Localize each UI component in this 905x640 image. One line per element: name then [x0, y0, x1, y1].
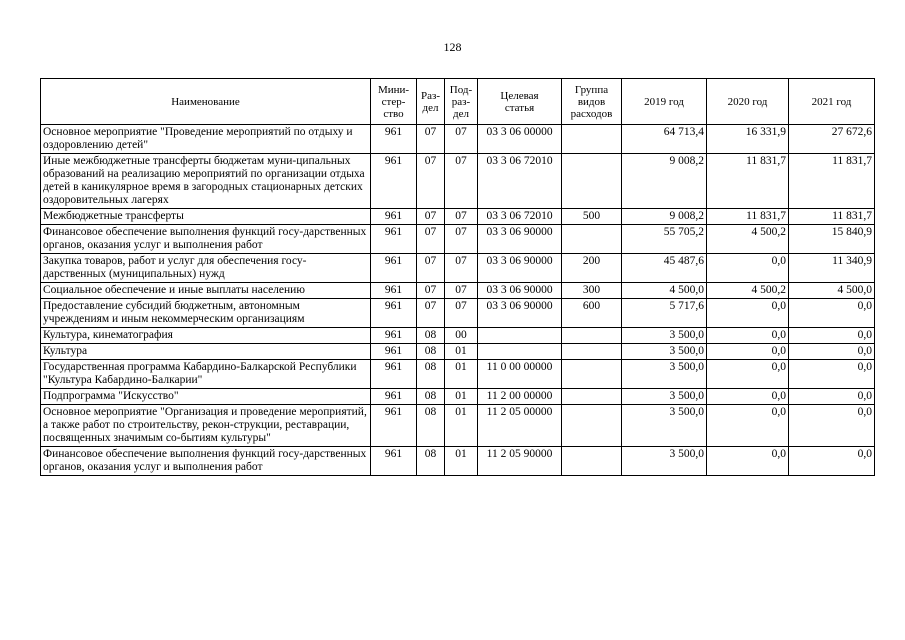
cell-2019: 45 487,6 [622, 254, 707, 283]
table-row [41, 209, 875, 225]
header-subsection: Под- раз- дел [445, 79, 478, 125]
cell-2021: 0,0 [789, 389, 875, 405]
cell-subsection: 07 [445, 299, 478, 328]
cell-target-article: 03 3 06 90000 [478, 299, 562, 328]
cell-expense-group [562, 405, 622, 447]
cell-2019: 9 008,2 [622, 154, 707, 209]
cell-2021: 27 672,6 [789, 125, 875, 154]
cell-2020: 4 500,2 [707, 283, 789, 299]
cell-target-article [478, 344, 562, 360]
cell-expense-group [562, 389, 622, 405]
cell-ministry: 961 [371, 154, 417, 209]
cell-expense-group [562, 344, 622, 360]
table-row [41, 154, 875, 209]
cell-expense-group: 500 [562, 209, 622, 225]
cell-expense-group [562, 360, 622, 389]
cell-name: Иные межбюджетные трансферты бюджетам муни-ципальных образований на реализацию мероприятий по организации отдыха детей в каникулярное время в загородных стационарных детских оздоровительных лагерях [41, 154, 371, 209]
cell-section: 07 [417, 254, 445, 283]
cell-expense-group [562, 328, 622, 344]
cell-ministry: 961 [371, 283, 417, 299]
cell-expense-group: 600 [562, 299, 622, 328]
cell-subsection: 01 [445, 447, 478, 476]
budget-table [40, 78, 875, 476]
cell-2019: 3 500,0 [622, 389, 707, 405]
cell-section: 07 [417, 225, 445, 254]
cell-subsection: 01 [445, 405, 478, 447]
cell-section: 08 [417, 447, 445, 476]
cell-expense-group [562, 125, 622, 154]
cell-2021: 0,0 [789, 328, 875, 344]
cell-target-article: 11 2 00 00000 [478, 389, 562, 405]
cell-target-article: 11 0 00 00000 [478, 360, 562, 389]
table-row [41, 283, 875, 299]
table-row [41, 299, 875, 328]
cell-name: Основное мероприятие "Организация и проведение мероприятий, а также работ по строительству, рекон-струкции, реставрации, посвященных значимым со-бытиям культуры" [41, 405, 371, 447]
cell-name: Финансовое обеспечение выполнения функций госу-дарственных органов, оказания услуг и выполнения работ [41, 447, 371, 476]
cell-target-article: 11 2 05 90000 [478, 447, 562, 476]
cell-name: Культура [41, 344, 371, 360]
cell-2020: 0,0 [707, 344, 789, 360]
cell-target-article: 03 3 06 72010 [478, 209, 562, 225]
cell-target-article: 11 2 05 00000 [478, 405, 562, 447]
header-expense-group: Группа видов расходов [562, 79, 622, 125]
cell-subsection: 07 [445, 225, 478, 254]
table-row [41, 254, 875, 283]
cell-section: 08 [417, 360, 445, 389]
cell-2021: 0,0 [789, 299, 875, 328]
cell-2020: 0,0 [707, 389, 789, 405]
cell-subsection: 07 [445, 154, 478, 209]
cell-name: Культура, кинематография [41, 328, 371, 344]
header-2021: 2021 год [789, 79, 875, 125]
cell-section: 08 [417, 405, 445, 447]
cell-expense-group [562, 154, 622, 209]
cell-2020: 0,0 [707, 447, 789, 476]
cell-target-article: 03 3 06 90000 [478, 254, 562, 283]
cell-ministry: 961 [371, 299, 417, 328]
cell-2019: 55 705,2 [622, 225, 707, 254]
cell-ministry: 961 [371, 405, 417, 447]
cell-2019: 64 713,4 [622, 125, 707, 154]
cell-2021: 4 500,0 [789, 283, 875, 299]
cell-2021: 11 340,9 [789, 254, 875, 283]
cell-target-article [478, 328, 562, 344]
cell-target-article: 03 3 06 90000 [478, 225, 562, 254]
cell-section: 08 [417, 344, 445, 360]
cell-2019: 3 500,0 [622, 328, 707, 344]
table-row [41, 405, 875, 447]
cell-expense-group [562, 225, 622, 254]
header-2019: 2019 год [622, 79, 707, 125]
cell-ministry: 961 [371, 225, 417, 254]
header-ministry: Мини- стер- ство [371, 79, 417, 125]
cell-2020: 4 500,2 [707, 225, 789, 254]
cell-2019: 3 500,0 [622, 344, 707, 360]
table-row [41, 328, 875, 344]
cell-ministry: 961 [371, 328, 417, 344]
cell-ministry: 961 [371, 209, 417, 225]
cell-section: 07 [417, 154, 445, 209]
table-row [41, 125, 875, 154]
cell-section: 08 [417, 328, 445, 344]
cell-2019: 3 500,0 [622, 447, 707, 476]
table-row [41, 360, 875, 389]
cell-expense-group: 300 [562, 283, 622, 299]
cell-2019: 3 500,0 [622, 360, 707, 389]
cell-2020: 11 831,7 [707, 154, 789, 209]
cell-section: 07 [417, 299, 445, 328]
cell-name: Предоставление субсидий бюджетным, автономным учреждениям и иным некоммерческим организациям [41, 299, 371, 328]
cell-2021: 0,0 [789, 447, 875, 476]
cell-subsection: 07 [445, 125, 478, 154]
cell-ministry: 961 [371, 344, 417, 360]
cell-2020: 0,0 [707, 328, 789, 344]
cell-2020: 0,0 [707, 299, 789, 328]
cell-name: Межбюджетные трансферты [41, 209, 371, 225]
cell-subsection: 07 [445, 209, 478, 225]
cell-expense-group: 200 [562, 254, 622, 283]
cell-2020: 0,0 [707, 405, 789, 447]
table-row [41, 389, 875, 405]
cell-name: Социальное обеспечение и иные выплаты населению [41, 283, 371, 299]
cell-ministry: 961 [371, 125, 417, 154]
cell-2021: 11 831,7 [789, 154, 875, 209]
table-header-row [41, 79, 875, 125]
cell-subsection: 01 [445, 344, 478, 360]
header-2020: 2020 год [707, 79, 789, 125]
cell-subsection: 01 [445, 360, 478, 389]
header-name: Наименование [41, 79, 371, 125]
cell-2019: 3 500,0 [622, 405, 707, 447]
header-target-article: Целевая статья [478, 79, 562, 125]
cell-2019: 9 008,2 [622, 209, 707, 225]
cell-2019: 5 717,6 [622, 299, 707, 328]
cell-subsection: 07 [445, 283, 478, 299]
cell-2019: 4 500,0 [622, 283, 707, 299]
cell-2021: 15 840,9 [789, 225, 875, 254]
table-row [41, 344, 875, 360]
cell-target-article: 03 3 06 00000 [478, 125, 562, 154]
cell-subsection: 01 [445, 389, 478, 405]
cell-name: Государственная программа Кабардино-Балкарской Республики "Культура Кабардино-Балкарии" [41, 360, 371, 389]
cell-section: 07 [417, 209, 445, 225]
page-number: 128 [443, 40, 462, 54]
header-section: Раз- дел [417, 79, 445, 125]
cell-ministry: 961 [371, 254, 417, 283]
cell-section: 08 [417, 389, 445, 405]
cell-target-article: 03 3 06 90000 [478, 283, 562, 299]
cell-ministry: 961 [371, 389, 417, 405]
cell-subsection: 07 [445, 254, 478, 283]
cell-2020: 11 831,7 [707, 209, 789, 225]
cell-2020: 16 331,9 [707, 125, 789, 154]
cell-expense-group [562, 447, 622, 476]
cell-name: Подпрограмма "Искусство" [41, 389, 371, 405]
cell-section: 07 [417, 283, 445, 299]
cell-2020: 0,0 [707, 360, 789, 389]
table-row [41, 225, 875, 254]
cell-section: 07 [417, 125, 445, 154]
cell-ministry: 961 [371, 360, 417, 389]
cell-target-article: 03 3 06 72010 [478, 154, 562, 209]
cell-ministry: 961 [371, 447, 417, 476]
cell-2021: 11 831,7 [789, 209, 875, 225]
table-row [41, 447, 875, 476]
cell-name: Закупка товаров, работ и услуг для обеспечения госу-дарственных (муниципальных) нужд [41, 254, 371, 283]
cell-2021: 0,0 [789, 360, 875, 389]
cell-subsection: 00 [445, 328, 478, 344]
cell-name: Основное мероприятие "Проведение мероприятий по отдыху и оздоровлению детей" [41, 125, 371, 154]
cell-2021: 0,0 [789, 344, 875, 360]
cell-2021: 0,0 [789, 405, 875, 447]
cell-2020: 0,0 [707, 254, 789, 283]
cell-name: Финансовое обеспечение выполнения функций госу-дарственных органов, оказания услуг и выполнения работ [41, 225, 371, 254]
